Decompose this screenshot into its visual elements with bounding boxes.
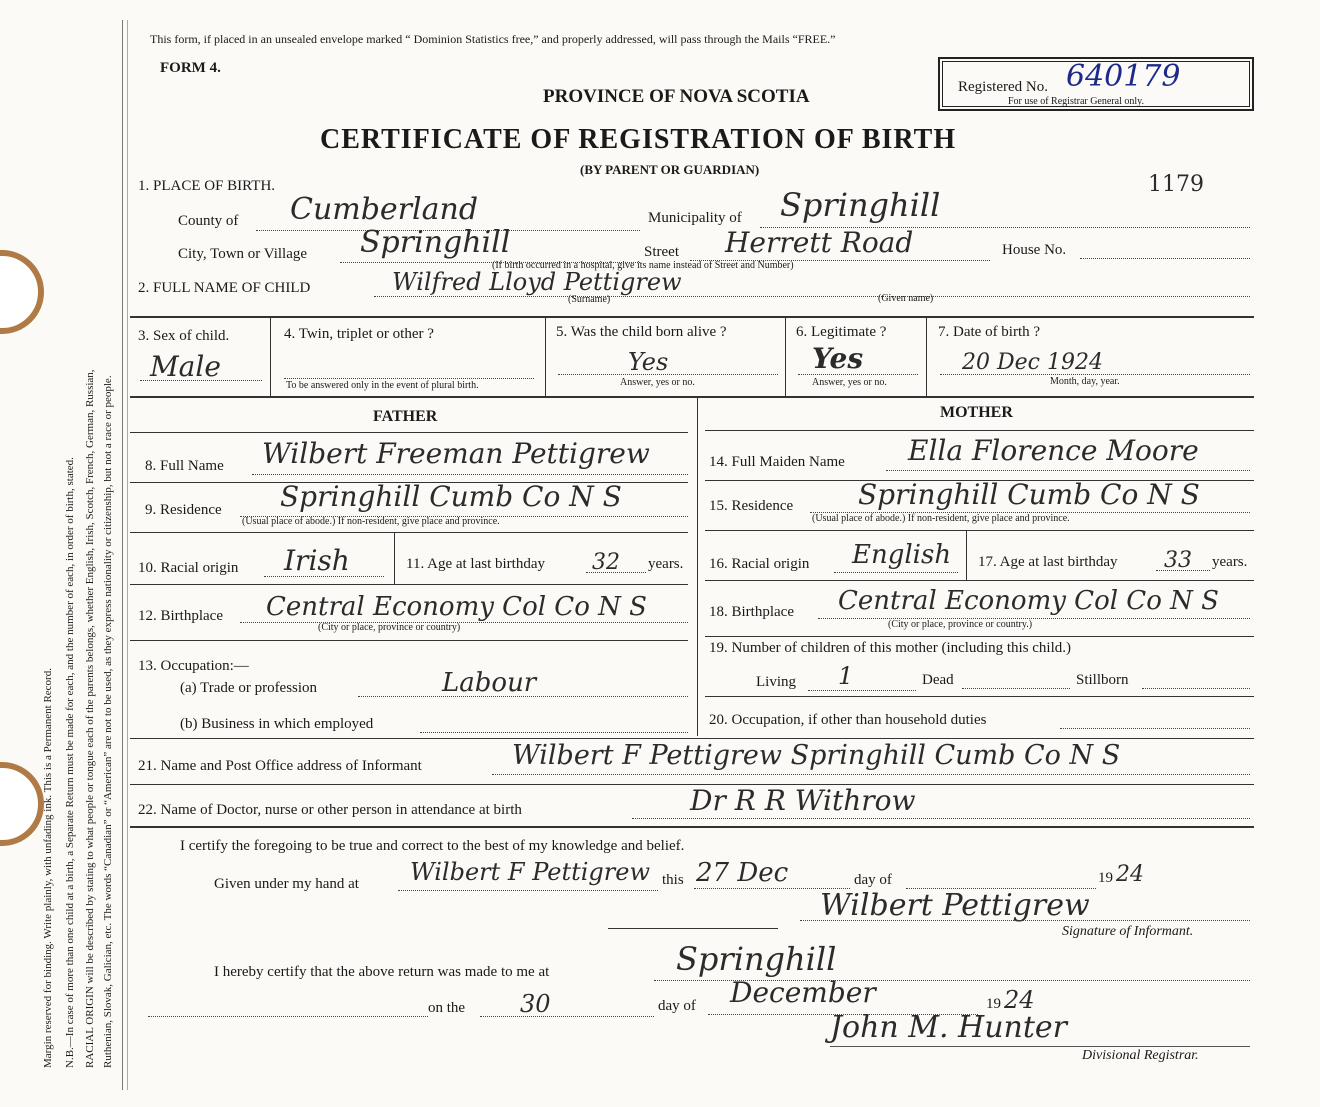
- binding-hole-bottom: [0, 762, 44, 846]
- given-name-note: (Given name): [878, 293, 934, 304]
- father-birthplace-note: (City or place, province or country): [318, 622, 461, 633]
- registrar-year-prefix: 19: [986, 996, 1001, 1012]
- father-age-label: 11. Age at last birthday: [406, 556, 545, 572]
- certify-statement: I certify the foregoing to be true and correct to the best of my knowledge and belief.: [180, 838, 685, 854]
- certificate-subtitle: (BY PARENT OR GUARDIAN): [580, 162, 760, 177]
- stillborn-label: Stillborn: [1076, 672, 1129, 688]
- informant-label: 21. Name and Post Office address of Informant: [138, 758, 422, 774]
- this-value: 27 Dec: [696, 858, 789, 888]
- father-race-label: 10. Racial origin: [138, 560, 239, 576]
- registrar-year: 24: [1004, 986, 1035, 1014]
- doctor-label: 22. Name of Doctor, nurse or other person in attendance at birth: [138, 802, 522, 818]
- living-label: Living: [756, 674, 796, 690]
- binding-hole-top: [0, 250, 44, 334]
- mother-birthplace-note: (City or place, province or country.): [888, 619, 1033, 630]
- day-of-label: day of: [854, 872, 892, 888]
- informant-signature: Wilbert Pettigrew: [820, 888, 1090, 923]
- alive-note: Answer, yes or no.: [620, 377, 695, 388]
- county-value: Cumberland: [290, 192, 479, 227]
- father-trade-label: (a) Trade or profession: [180, 680, 318, 696]
- hospital-note: (If birth occurred in a hospital, give its name instead of Street and Number): [492, 260, 794, 271]
- given-value: Wilbert F Pettigrew: [410, 858, 651, 886]
- father-business-label: (b) Business in which employed: [180, 716, 374, 732]
- municipality-value: Springhill: [780, 186, 941, 224]
- twin-label: 4. Twin, triplet or other ?: [284, 326, 434, 342]
- street-value: Herrett Road: [725, 226, 914, 259]
- child-name-label: 2. FULL NAME OF CHILD: [138, 280, 311, 296]
- given-year-prefix: 19: [1098, 870, 1113, 886]
- margin-note-1: Margin reserved for binding. Write plainly, with unfading ink. This is a Permanent Record.: [42, 668, 54, 1068]
- registrar-month: December: [730, 976, 876, 1009]
- mother-age-value: 33: [1164, 548, 1192, 573]
- county-label: County of: [178, 213, 239, 229]
- mother-name-label: 14. Full Maiden Name: [709, 454, 845, 470]
- father-race-value: Irish: [284, 544, 350, 577]
- registrar-day-of-label: day of: [658, 998, 696, 1014]
- dob-note: Month, day, year.: [1050, 376, 1120, 387]
- father-residence-note: (Usual place of abode.) If non-resident, give place and province.: [242, 516, 500, 527]
- surname-note: (Surname): [568, 294, 611, 305]
- father-name-value: Wilbert Freeman Pettigrew: [262, 437, 650, 470]
- father-trade-value: Labour: [442, 668, 537, 698]
- father-heading: FATHER: [373, 408, 438, 425]
- given-label: Given under my hand at: [214, 876, 359, 892]
- margin-note-3: RACIAL ORIGIN will be described by stating to what people or tongue each of the parents belongs, whether English, Irish, Scotch, French, German, Russian,: [84, 369, 96, 1068]
- street-label: Street: [644, 244, 679, 260]
- margin-note-2: N.B.—In case of more than one child at a birth, a Separate Return must be made for each, and the number of each, in order of birth, stated.: [64, 457, 76, 1068]
- sex-value: Male: [150, 350, 221, 383]
- registered-number: 640179: [1066, 59, 1181, 94]
- father-birthplace-value: Central Economy Col Co N S: [266, 592, 647, 622]
- mother-residence-note: (Usual place of abode.) If non-resident, give place and province.: [812, 513, 1070, 524]
- mother-occupation-label: 20. Occupation, if other than household duties: [709, 712, 987, 728]
- margin-rule: [122, 20, 123, 1090]
- twin-note: To be answered only in the event of plural birth.: [286, 380, 479, 391]
- mother-years-label: years.: [1212, 554, 1248, 570]
- legitimate-note: Answer, yes or no.: [812, 377, 887, 388]
- mother-residence-label: 15. Residence: [709, 498, 794, 514]
- registrar-day: 30: [520, 990, 551, 1018]
- dob-label: 7. Date of birth ?: [938, 324, 1041, 340]
- given-year: 24: [1116, 862, 1144, 887]
- father-birthplace-label: 12. Birthplace: [138, 608, 223, 624]
- child-name-value: Wilfred Lloyd Pettigrew: [392, 268, 682, 296]
- mother-birthplace-label: 18. Birthplace: [709, 604, 794, 620]
- father-residence-label: 9. Residence: [145, 502, 222, 518]
- top-notice: This form, if placed in an unsealed envelope marked “ Dominion Statistics free,” and properly addressed, will pass through the Mails “FREE.”: [150, 32, 836, 46]
- mother-race-value: English: [852, 540, 952, 570]
- form-number: FORM 4.: [160, 60, 221, 76]
- dead-label: Dead: [922, 672, 954, 688]
- on-the-label: on the: [428, 1000, 466, 1016]
- registered-box: [938, 57, 1254, 111]
- mother-age-label: 17. Age at last birthday: [978, 554, 1118, 570]
- dob-value: 20 Dec 1924: [962, 350, 1103, 375]
- father-age-value: 32: [592, 550, 620, 575]
- alive-label: 5. Was the child born alive ?: [556, 324, 727, 340]
- registrar-signature-label: Divisional Registrar.: [1082, 1048, 1199, 1063]
- certificate-title: CERTIFICATE OF REGISTRATION OF BIRTH: [320, 124, 957, 155]
- place-of-birth-label: 1. PLACE OF BIRTH.: [138, 178, 276, 194]
- father-name-label: 8. Full Name: [145, 458, 224, 474]
- father-years-label: years.: [648, 556, 684, 572]
- doctor-value: Dr R R Withrow: [690, 784, 916, 817]
- margin-rule-2: [127, 20, 128, 1090]
- mother-race-label: 16. Racial origin: [709, 556, 810, 572]
- registered-note: For use of Registrar General only.: [1008, 96, 1144, 107]
- father-occupation-label: 13. Occupation:—: [138, 658, 249, 674]
- registrar-statement: I hereby certify that the above return was made to me at: [214, 964, 550, 980]
- legitimate-label: 6. Legitimate ?: [796, 324, 887, 340]
- mother-name-value: Ella Florence Moore: [908, 434, 1199, 467]
- registrar-place: Springhill: [676, 940, 837, 978]
- margin-note-4: Ruthenian, Slovak, Galician, etc. The words “Canadian” or “American” are not to be used, as they express nationality or citizenship, but not a race or people.: [102, 375, 114, 1068]
- city-value: Springhill: [360, 225, 511, 260]
- registrar-signature: John M. Hunter: [830, 1010, 1068, 1045]
- mother-residence-value: Springhill Cumb Co N S: [858, 478, 1200, 511]
- municipality-label: Municipality of: [648, 210, 742, 226]
- registered-label: Registered No.: [958, 79, 1048, 95]
- house-label: House No.: [1002, 242, 1067, 258]
- province-heading: PROVINCE OF NOVA SCOTIA: [543, 86, 810, 107]
- this-label: this: [662, 872, 684, 888]
- children-count-label: 19. Number of children of this mother (including this child.): [709, 640, 1072, 656]
- mother-heading: MOTHER: [940, 404, 1013, 421]
- city-label: City, Town or Village: [178, 246, 308, 262]
- living-value: 1: [838, 662, 854, 690]
- alive-value: Yes: [628, 348, 669, 376]
- legitimate-value: Yes: [812, 342, 864, 375]
- sex-label: 3. Sex of child.: [138, 328, 230, 344]
- mother-birthplace-value: Central Economy Col Co N S: [838, 586, 1219, 616]
- informant-value: Wilbert F Pettigrew Springhill Cumb Co N S: [512, 740, 1121, 771]
- father-residence-value: Springhill Cumb Co N S: [280, 480, 622, 513]
- informant-signature-label: Signature of Informant.: [1062, 924, 1194, 939]
- reference-number: 1179: [1148, 172, 1204, 197]
